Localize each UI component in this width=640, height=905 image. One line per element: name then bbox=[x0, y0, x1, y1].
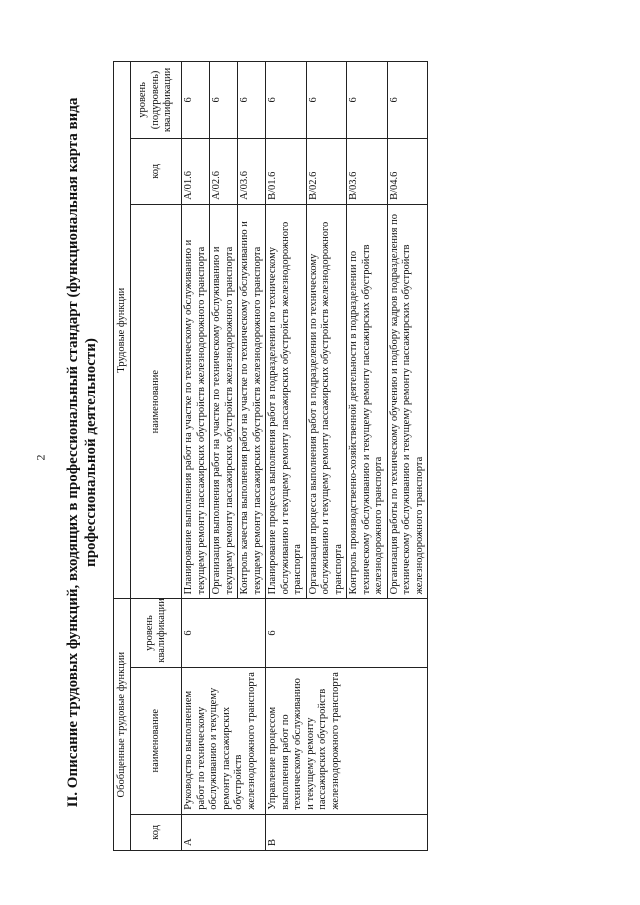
generalized-level: 6 bbox=[182, 599, 266, 667]
generalized-name: Руководство выполнением работ по техническому обслуживанию и текущему ремонту пассажирских обустройств железнодорожного транспорта bbox=[182, 667, 266, 814]
header-name: наименование bbox=[131, 667, 182, 814]
function-name: Контроль производственно-хозяйственной деятельности в подразделении по техническому обслуживанию и текущему ремонту пассажирских обустройств железнодорожного транспорта bbox=[347, 204, 388, 598]
section-title bbox=[64, 0, 100, 905]
function-name: Контроль качества выполнения работ на участке по техническому обслуживанию и текущему ремонту пассажирских обустройств железнодорожного транспорта bbox=[238, 204, 266, 598]
function-code: B/01.6 bbox=[266, 138, 307, 204]
function-name: Организация работы по техническому обучению и подбору кадров подразделения по техническому обслуживанию и текущему ремонту пассажирских обустройств железнодорожного транспорта bbox=[387, 204, 428, 598]
function-code: A/03.6 bbox=[238, 138, 266, 204]
generalized-code: A bbox=[182, 814, 266, 850]
function-name: Организация процесса выполнения работ в подразделении по техническому обслуживанию и текущему ремонту пассажирских обустройств железнодорожного транспорта bbox=[306, 204, 347, 598]
function-level: 6 bbox=[182, 62, 210, 139]
generalized-name: Управление процессом выполнения работ по техническому обслуживанию и текущему ремонту пассажирских обустройств железнодорожного транспорта bbox=[266, 667, 428, 814]
function-level: 6 bbox=[210, 62, 238, 139]
function-name: Планирование выполнения работ на участке по техническому обслуживанию и текущему ремонту пассажирских обустройств железнодорожного транспорта bbox=[182, 204, 210, 598]
function-code: B/03.6 bbox=[347, 138, 388, 204]
generalized-level: 6 bbox=[266, 599, 428, 667]
functional-map-table bbox=[113, 61, 428, 851]
function-level: 6 bbox=[306, 62, 347, 139]
page-number: 2 bbox=[33, 454, 48, 461]
function-code: B/02.6 bbox=[306, 138, 347, 204]
table-row bbox=[182, 62, 210, 851]
function-name: Организация выполнения работ на участке по техническому обслуживанию и текущему ремонту пассажирских обустройств железнодорожного транспорта bbox=[210, 204, 238, 598]
function-level: 6 bbox=[347, 62, 388, 139]
function-code: A/01.6 bbox=[182, 138, 210, 204]
section-title-line2: профессиональной деятельности) bbox=[83, 338, 99, 567]
function-level: 6 bbox=[238, 62, 266, 139]
function-level: 6 bbox=[387, 62, 428, 139]
header-qualification-level: уровень квалификации bbox=[131, 599, 182, 667]
header-function-level: уровень (подуровень) квалификации bbox=[131, 62, 182, 139]
function-code: B/04.6 bbox=[387, 138, 428, 204]
header-generalized-functions: Обобщенные трудовые функции bbox=[114, 599, 131, 851]
header-labor-functions: Трудовые функции bbox=[114, 62, 131, 599]
header-function-name: наименование bbox=[131, 204, 182, 598]
function-level: 6 bbox=[266, 62, 307, 139]
header-function-code: код bbox=[131, 138, 182, 204]
function-code: A/02.6 bbox=[210, 138, 238, 204]
function-name: Планирование процесса выполнения работ в подразделении по техническому обслуживанию и текущему ремонту пассажирских обустройств железнодорожного транспорта bbox=[266, 204, 307, 598]
header-code: код bbox=[131, 814, 182, 850]
table-row bbox=[266, 62, 307, 851]
generalized-code: B bbox=[266, 814, 428, 850]
section-title-line1: II. Описание трудовых функций, входящих в профессиональный стандарт (функциональная карта вида bbox=[65, 97, 81, 808]
